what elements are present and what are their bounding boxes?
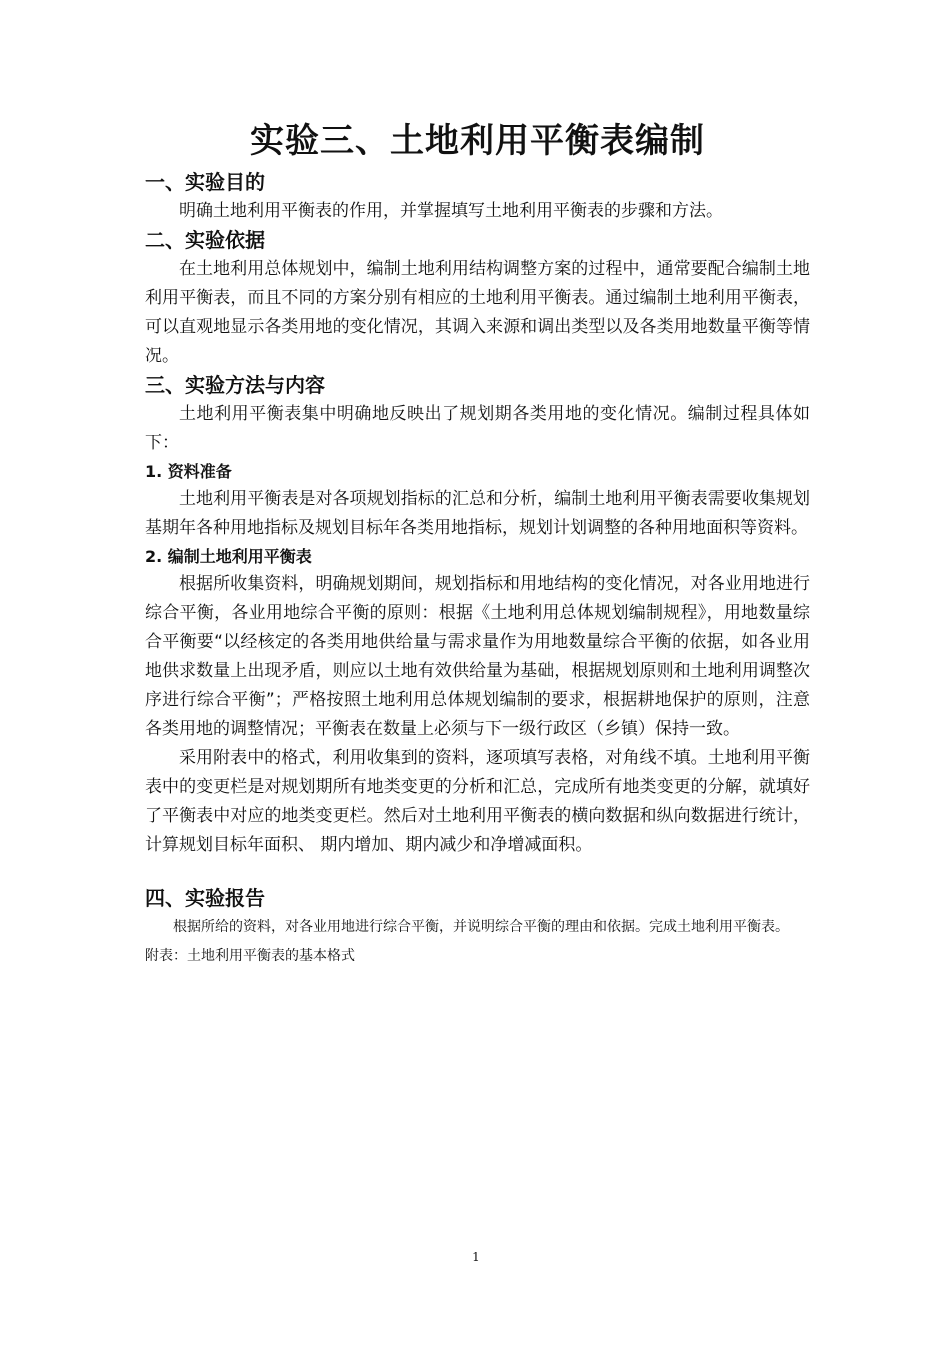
page-number: 1: [472, 1250, 480, 1264]
section-heading-report: 四、实验报告: [145, 886, 265, 910]
paragraph: 明确土地利用平衡表的作用，并掌握填写土地利用平衡表的步骤和方法。: [179, 201, 723, 221]
appendix-note: 附表：土地利用平衡表的基本格式: [145, 948, 355, 964]
section-heading-basis: 二、实验依据: [145, 228, 265, 252]
section-spacer: [145, 860, 810, 884]
paragraph: 在土地利用总体规划中，编制土地利用结构调整方案的过程中，通常要配合编制土地利用平衡表，而且不同的方案分别有相应的土地利用平衡表。通过编制土地利用平衡表，可以直观地显示各类用地的变化情况，其调入来源和调出类型以及各类用地数量平衡等情况。: [145, 259, 810, 366]
section-heading-purpose: 一、实验目的: [145, 170, 265, 194]
paragraph: 根据所收集资料，明确规划期间，规划指标和用地结构的变化情况，对各业用地进行综合平衡，各业用地综合平衡的原则：根据《土地利用总体规划编制规程》，用地数量综合平衡要“以经核定的各类用地供给量与需求量作为用地数量综合平衡的依据，如各业用地供求数量上出现矛盾，则应以土地有效供给量为基础，根据规划原则和土地利用调整次序进行综合平衡”；严格按照土地利用总体规划编制的要求，根据耕地保护的原则，注意各类用地的调整情况；平衡表在数量上必须与下一级行政区（乡镇）保持一致。: [145, 574, 810, 739]
document-page: [145, 116, 810, 971]
paragraph: 根据所给的资料，对各业用地进行综合平衡，并说明综合平衡的理由和依据。完成土地利用平衡表。: [173, 919, 789, 935]
paragraph: 土地利用平衡表集中明确地反映出了规划期各类用地的变化情况。编制过程具体如下：: [145, 404, 810, 453]
document-title: 实验三、土地利用平衡表编制: [250, 121, 705, 161]
subsection-heading-compile: 2. 编制土地利用平衡表: [145, 547, 312, 566]
paragraph: 采用附表中的格式，利用收集到的资料，逐项填写表格，对角线不填。土地利用平衡表中的变更栏是对规划期所有地类变更的分析和汇总，完成所有地类变更的分解，就填好了平衡表中对应的地类变更栏。然后对土地利用平衡表的横向数据和纵向数据进行统计，计算规划目标年面积、 期内增加、期内减少和净增减面积。: [145, 748, 810, 855]
subsection-heading-materials: 1. 资料准备: [145, 462, 232, 481]
section-heading-method: 三、实验方法与内容: [145, 373, 325, 397]
paragraph: 土地利用平衡表是对各项规划指标的汇总和分析，编制土地利用平衡表需要收集规划基期年各种用地指标及规划目标年各类用地指标，规划计划调整的各种用地面积等资料。: [145, 489, 810, 538]
